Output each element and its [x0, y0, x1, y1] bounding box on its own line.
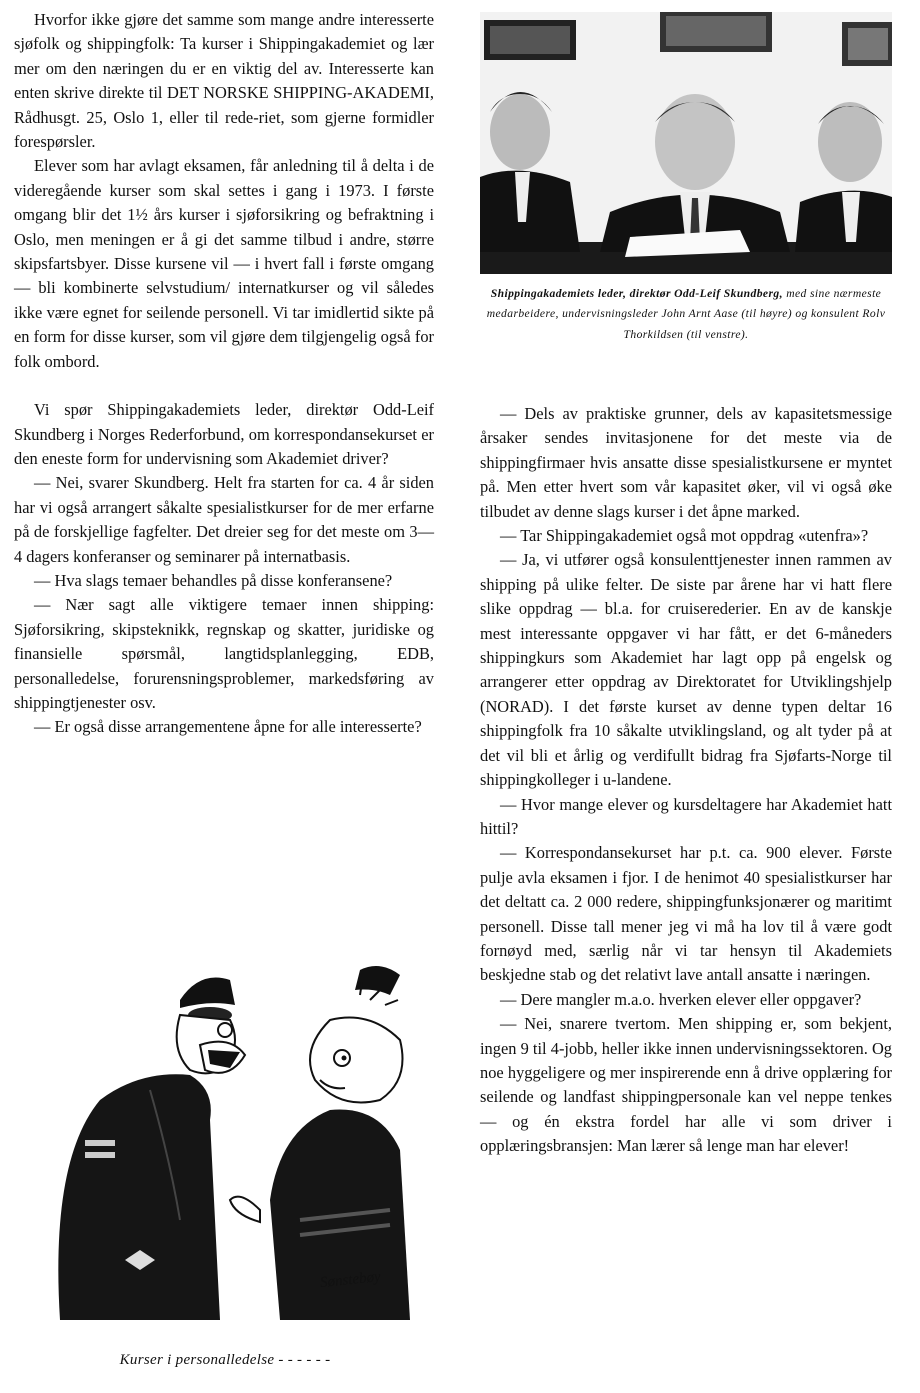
artist-signature: Sønstebøy	[319, 1268, 382, 1292]
paragraph: — Hvor mange elever og kursdeltagere har Akademiet hatt hittil?	[480, 794, 892, 838]
right-column	[480, 402, 892, 1159]
photo-three-men	[480, 12, 892, 274]
photo-illustration	[480, 12, 892, 274]
paragraph: Vi spør Shippingakademiets leder, direktør Odd-Leif Skundberg i Norges Rederforbund, om korrespondansekurset er den eneste form for undervisning som Akademiet driver?	[14, 400, 434, 468]
paragraph: — Dere mangler m.a.o. hverken elever eller oppgaver?	[500, 989, 862, 1009]
paragraph: — Dels av praktiske grunner, dels av kapasitetsmessige årsaker sendes invitasjonene for det meste via de shippingfirmaer hvis ansatte disse spesialistkursene er myntet på. Men etter hvert som vår kapasitet øker, vil vi også øke tilbudet av denne slags kurser i det åpne marked.	[480, 404, 892, 521]
paragraph: — Nei, svarer Skundberg. Helt fra starten for ca. 4 år siden har vi også arrangert såkalte spesialistkurser for de mer erfarne på de forskjellige fagfelter. Det dreier seg for det meste om 3—4 dagers konferanser og seminarer på internatbasis.	[14, 473, 434, 566]
paragraph: — Hva slags temaer behandles på disse konferansene?	[34, 570, 393, 590]
paragraph: Hvorfor ikke gjøre det samme som mange andre interesserte sjøfolk og shippingfolk: Ta kurser i Shippingakademiet og lær mer om den næringen du er en viktig del av. Interesserte kan enten skrive direkte til DET NORSKE SHIPPING-AKADEMI, Rådhusgt. 25, Oslo 1, eller til rede-riet, som gjerne formidler forespørsler.	[14, 10, 434, 152]
paragraph: — Tar Shippingakademiet også mot oppdrag «utenfra»?	[500, 526, 869, 546]
paragraph: — Nei, snarere tvertom. Men shipping er, som bekjent, ingen 9 til 4-jobb, heller ikke innen undervisningssektoren. Og noe hyggeligere og mer inspirerende enn å drive opplæring for seilende og landfast shippingpersonale kan vel neppe tenkes — og én ekstra fordel har alle vi som driver i opplæringsbransjen: Man lærer så lenge man har elever!	[480, 1014, 892, 1156]
left-column	[14, 0, 434, 740]
paragraph: — Nær sagt alle viktigere temaer innen shipping: Sjøforsikring, skipsteknikk, regnskap og skatter, juridiske og finansielle spørsmål, langtidsplanlegging, EDB, personalledelse, forurensningsproblemer, markedsføring av shippingtjenester osv.	[14, 595, 434, 712]
paragraph: — Er også disse arrangementene åpne for alle interesserte?	[34, 717, 422, 737]
paragraph: — Korrespondansekurset har p.t. ca. 900 elever. Første pulje avla eksamen i fjor. I de henimot 40 spesialistkurser har det deltatt ca. 2 000 redere, shippingfunksjonærer og maritimt personell. Disse tall mener jeg vi må ha lov til å være godt fornøyd med, særlig når vi tar hensyn til Akademiets beskjedne stab og det relativt lave antall ansatte i næringen.	[480, 843, 892, 985]
caption-bold: Shippingakademiets leder, direktør Odd-Leif Skundberg,	[490, 287, 783, 300]
paragraph: — Ja, vi utfører også konsulenttjenester innen rammen av shipping på ulike felter. De siste par årene har vi hatt flere slike oppdrag — bl.a. for cruiserederier. En av de kanskje mest interessante oppgaver vi har fått, er det 6-måneders shippingkurs som Akademiet har lagt opp på engelsk og arrangerer etter oppdrag av Direktoratet for Utviklingshjelp (NORAD). I det første kurset av denne typen deltar 16 shippingfolk fra 10 såkalte utviklingsland, og alt tyder på at det vil bli et årlig og verdifullt bidrag fra Sjøfarts-Norge til shippingkolleger i u-landene.	[480, 550, 892, 790]
photo-caption	[478, 284, 894, 345]
paragraph: Elever som har avlagt eksamen, får anledning til å delta i de videregående kurser som skal settes i gang i 1973. I første omgang blir det 1½ års kurser i sjøforsikring og befraktning i Oslo, men meningen er å gi det samme tilbud i andre, større skipsfartsbyer. Disse kursene vil — i hvert fall i første omgang — bli kombinerte selvstudium/ internatkurser og vil således ikke være egnet for seilende personell. Vi tar imidlertid sikte på en form for disse kurser, som vil gjøre dem tilgjengelig også for folk ombord.	[14, 156, 434, 371]
caption-rest: med sine nærmeste medarbeidere, undervisningsleder John Arnt Aase (til høyre) og konsulent Rolv Thorkildsen (til venstre).	[486, 287, 886, 341]
cartoon-illustration	[30, 960, 430, 1330]
cartoon-caption: Kurser i personalledelse - - - - - -	[119, 1352, 331, 1368]
